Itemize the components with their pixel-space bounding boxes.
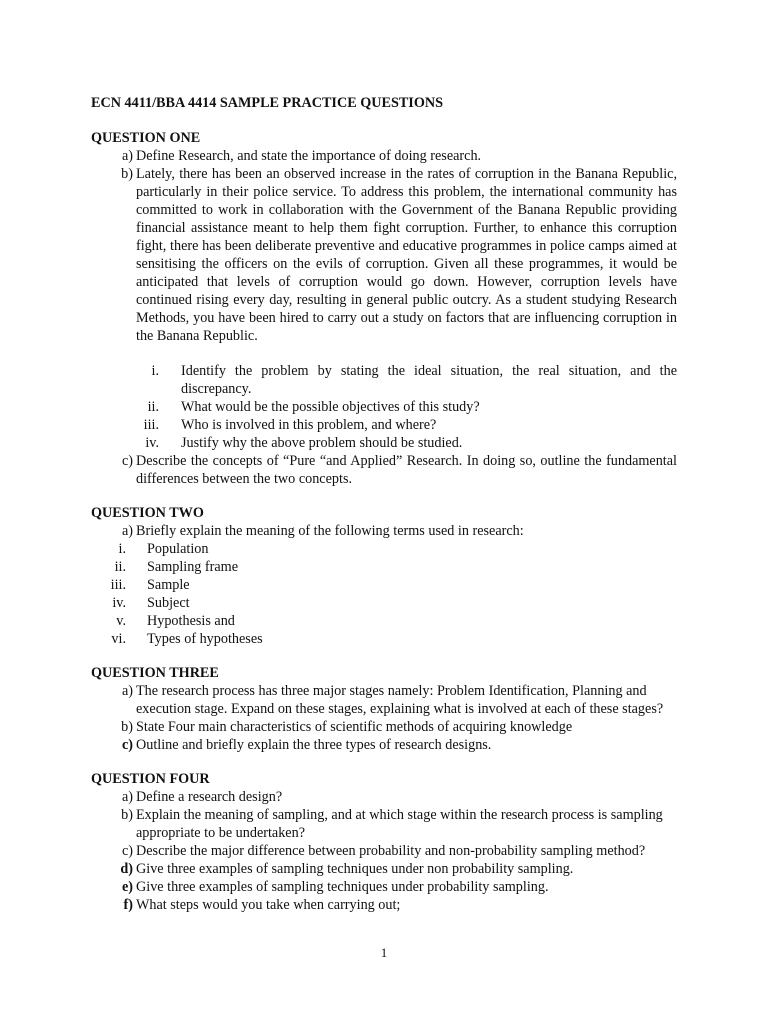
q1-sub-ii-label: ii.	[147, 399, 159, 415]
q4-item-f-label: f)	[123, 897, 133, 913]
question-three	[91, 664, 677, 754]
q1-sub-iv	[91, 434, 677, 452]
q2-sub-ii	[91, 558, 677, 576]
q2-item-a-label: a)	[121, 523, 133, 539]
question-one	[91, 129, 677, 488]
q1-item-c-text: Describe the concepts of “Pure “and Applied” Research. In doing so, outline the fundamental differences between the two concepts.	[136, 453, 677, 487]
question-two-heading: QUESTION TWO	[91, 505, 204, 521]
q1-sub-i-label: i.	[151, 363, 159, 379]
document-page	[91, 94, 677, 930]
question-two	[91, 504, 677, 648]
q4-item-f	[91, 896, 677, 914]
q2-sub-vi-text: Types of hypotheses	[147, 631, 263, 647]
q1-sub-iii	[91, 416, 677, 434]
q3-item-c-label: c)	[121, 737, 133, 753]
q4-item-f-text: What steps would you take when carrying out;	[136, 897, 401, 913]
q4-item-c-label: c)	[121, 843, 133, 859]
q3-item-a	[91, 682, 677, 718]
q2-sub-iv	[91, 594, 677, 612]
q1-item-a-label: a)	[121, 148, 133, 164]
q4-item-b-label: b)	[121, 807, 133, 823]
q1-sub-i	[91, 362, 677, 398]
q2-sub-ii-text: Sampling frame	[147, 559, 239, 575]
q4-item-b	[91, 806, 677, 842]
q1-sub-ii-text: What would be the possible objectives of this study?	[181, 399, 480, 415]
question-four	[91, 770, 677, 914]
q4-item-a-label: a)	[121, 789, 133, 805]
q1-item-c-label: c)	[121, 453, 133, 469]
q4-item-d	[91, 860, 677, 878]
q2-sub-v-label: v.	[116, 613, 126, 629]
q2-sub-iv-text: Subject	[147, 595, 190, 611]
q2-sub-vi-label: vi.	[111, 631, 126, 647]
q3-item-a-label: a)	[121, 683, 133, 699]
q3-item-c	[91, 736, 677, 754]
q1-item-b-text: Lately, there has been an observed increase in the rates of corruption in the Banana Republic, particularly in their police service. To address this problem, the international community has committed to work in collaboration with the Government of the Banana Republic providing financial assistance meant to help them fight corruption. Further, to enhance this corruption fight, there has been deliberate preventive and educative programmes in police camps aimed at sensitising the officers on the evils of corruption. Given all these programmes, it would be anticipated that levels of corruption would go down. However, corruption levels have continued rising every day, resulting in general public outcry. As a student studying Research Methods, you have been hired to carry out a study on factors that are influencing corruption in the Banana Republic.	[136, 166, 677, 344]
q1-item-c	[91, 452, 677, 488]
q4-item-e-label: e)	[121, 879, 133, 895]
page-number: 1	[380, 945, 388, 960]
q4-item-c-text: Describe the major difference between probability and non-probability sampling method?	[136, 843, 646, 859]
document-title: ECN 4411/BBA 4414 SAMPLE PRACTICE QUESTIONS	[91, 95, 443, 111]
q1-item-b	[91, 165, 677, 345]
q4-item-b-text: Explain the meaning of sampling, and at which stage within the research process is sampling appropriate to be undertaken?	[136, 807, 663, 841]
q4-item-d-label: d)	[120, 861, 133, 877]
q4-item-d-text: Give three examples of sampling techniques under non probability sampling.	[136, 861, 574, 877]
q2-sub-i	[91, 540, 677, 558]
q1-sub-ii	[91, 398, 677, 416]
q1-sub-iii-text: Who is involved in this problem, and where?	[181, 417, 437, 433]
q3-item-a-text: The research process has three major stages namely: Problem Identification, Planning and execution stage. Expand on these stages, explaining what is involved at each of these stages?	[136, 683, 664, 717]
q2-item-a	[91, 522, 677, 540]
q2-sub-ii-label: ii.	[114, 559, 126, 575]
q3-item-c-text: Outline and briefly explain the three types of research designs.	[136, 737, 492, 753]
question-one-heading: QUESTION ONE	[91, 130, 201, 146]
question-four-heading: QUESTION FOUR	[91, 771, 210, 787]
q1-sub-iv-text: Justify why the above problem should be studied.	[181, 435, 463, 451]
q2-sub-i-text: Population	[147, 541, 209, 557]
q2-sub-i-label: i.	[118, 541, 126, 557]
q2-sub-vi	[91, 630, 677, 648]
q2-sub-iii-text: Sample	[147, 577, 190, 593]
q3-item-b-text: State Four main characteristics of scientific methods of acquiring knowledge	[136, 719, 573, 735]
q3-item-b-label: b)	[121, 719, 133, 735]
q1-item-b-label: b)	[121, 166, 133, 182]
q2-item-a-text: Briefly explain the meaning of the following terms used in research:	[136, 523, 524, 539]
q3-item-b	[91, 718, 677, 736]
q2-sub-iii-label: iii.	[110, 577, 126, 593]
q4-item-c	[91, 842, 677, 860]
q1-sub-i-text: Identify the problem by stating the ideal situation, the real situation, and the discrepancy.	[181, 363, 677, 397]
q2-sub-v	[91, 612, 677, 630]
q1-item-a	[91, 147, 677, 165]
q4-item-e-text: Give three examples of sampling techniques under probability sampling.	[136, 879, 549, 895]
q2-sub-iii	[91, 576, 677, 594]
q2-sub-v-text: Hypothesis and	[147, 613, 235, 629]
q4-item-a	[91, 788, 677, 806]
q4-item-a-text: Define a research design?	[136, 789, 283, 805]
q1-item-a-text: Define Research, and state the importance of doing research.	[136, 148, 482, 164]
spacer	[91, 345, 677, 362]
q2-sub-iv-label: iv.	[112, 595, 126, 611]
q4-item-e	[91, 878, 677, 896]
question-three-heading: QUESTION THREE	[91, 665, 219, 681]
q1-sub-iii-label: iii.	[143, 417, 159, 433]
q1-sub-iv-label: iv.	[145, 435, 159, 451]
